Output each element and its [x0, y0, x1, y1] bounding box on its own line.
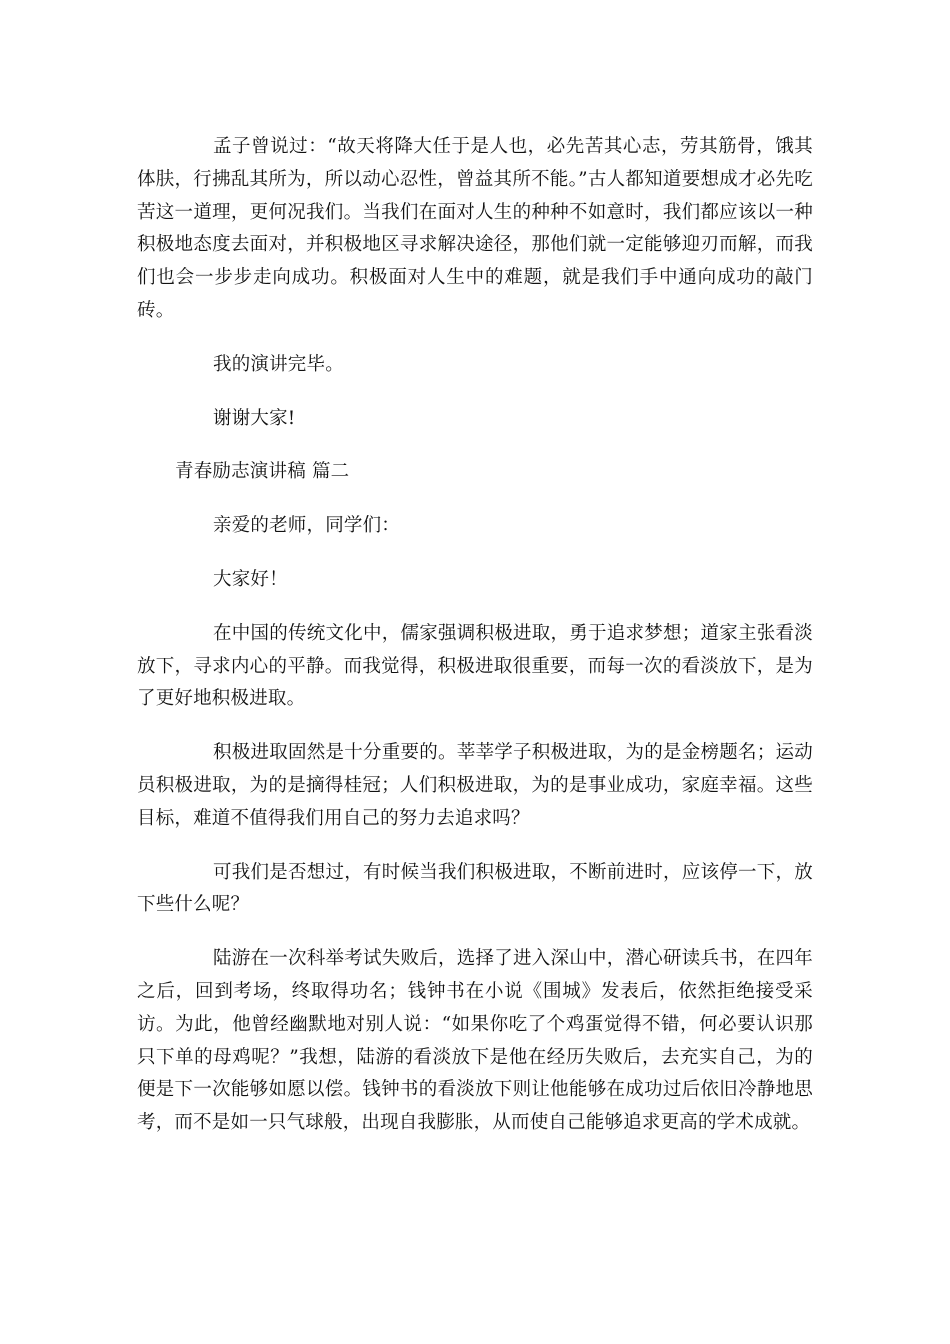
paragraph-hello: 大家好！ [213, 568, 288, 590]
paragraph-greeting: 亲爱的老师，同学们： [213, 515, 401, 537]
paragraph-striving: 积极进取固然是十分重要的。莘莘学子积极进取，为的是金榜题名；运动员积极进取，为的是摘得桂冠；人们积极进取，为的是事业成功，家庭幸福。这些目标，难道不值得我们用自己的努力去追求吗？ [137, 742, 813, 829]
paragraph-tradition: 在中国的传统文化中，儒家强调积极进取，勇于追求梦想；道家主张看淡放下，寻求内心的平静。而我觉得，积极进取很重要，而每一次的看淡放下，是为了更好地积极进取。 [137, 622, 813, 710]
paragraph-pause: 可我们是否想过，有时候当我们积极进取，不断前进时，应该停一下，放下些什么呢？ [137, 861, 813, 916]
section-title: 青春励志演讲稿 篇二 [175, 461, 350, 483]
paragraph-speech-end: 我的演讲完毕。 [213, 353, 344, 375]
paragraph-mencius: 孟子曾说过：“故天将降大任于是人也，必先苦其心志，劳其筋骨，饿其体肤，行拂乱其所为，所以动心忍性，曾益其所不能。”古人都知道要想成才必先吃苦这一道理，更何况我们。当我们在面对人生的种种不如意时，我们都应该以一种积极地态度去面对，并积极地区寻求解决途径，那他们就一定能够迎刃而解，而我们也会一步步走向成功。积极面对人生中的难题，就是我们手中通向成功的敲门砖。 [137, 136, 813, 321]
paragraph-thanks: 谢谢大家! [213, 407, 296, 429]
document-body [137, 131, 813, 1140]
paragraph-examples: 陆游在一次科举考试失败后，选择了进入深山中，潜心研读兵书，在四年之后，回到考场，终取得功名；钱钟书在小说《围城》发表后，依然拒绝接受采访。为此，他曾经幽默地对别人说：“如果你吃了个鸡蛋觉得不错，何必要认识那只下单的母鸡呢？”我想，陆游的看淡放下是他在经历失败后，去充实自己，为的便是下一次能够如愿以偿。钱钟书的看淡放下则让他能够在成功过后依旧冷静地思考，而不是如一只气球般，出现自我膨胀，从而使自己能够追求更高的学术成就。 [137, 948, 813, 1134]
